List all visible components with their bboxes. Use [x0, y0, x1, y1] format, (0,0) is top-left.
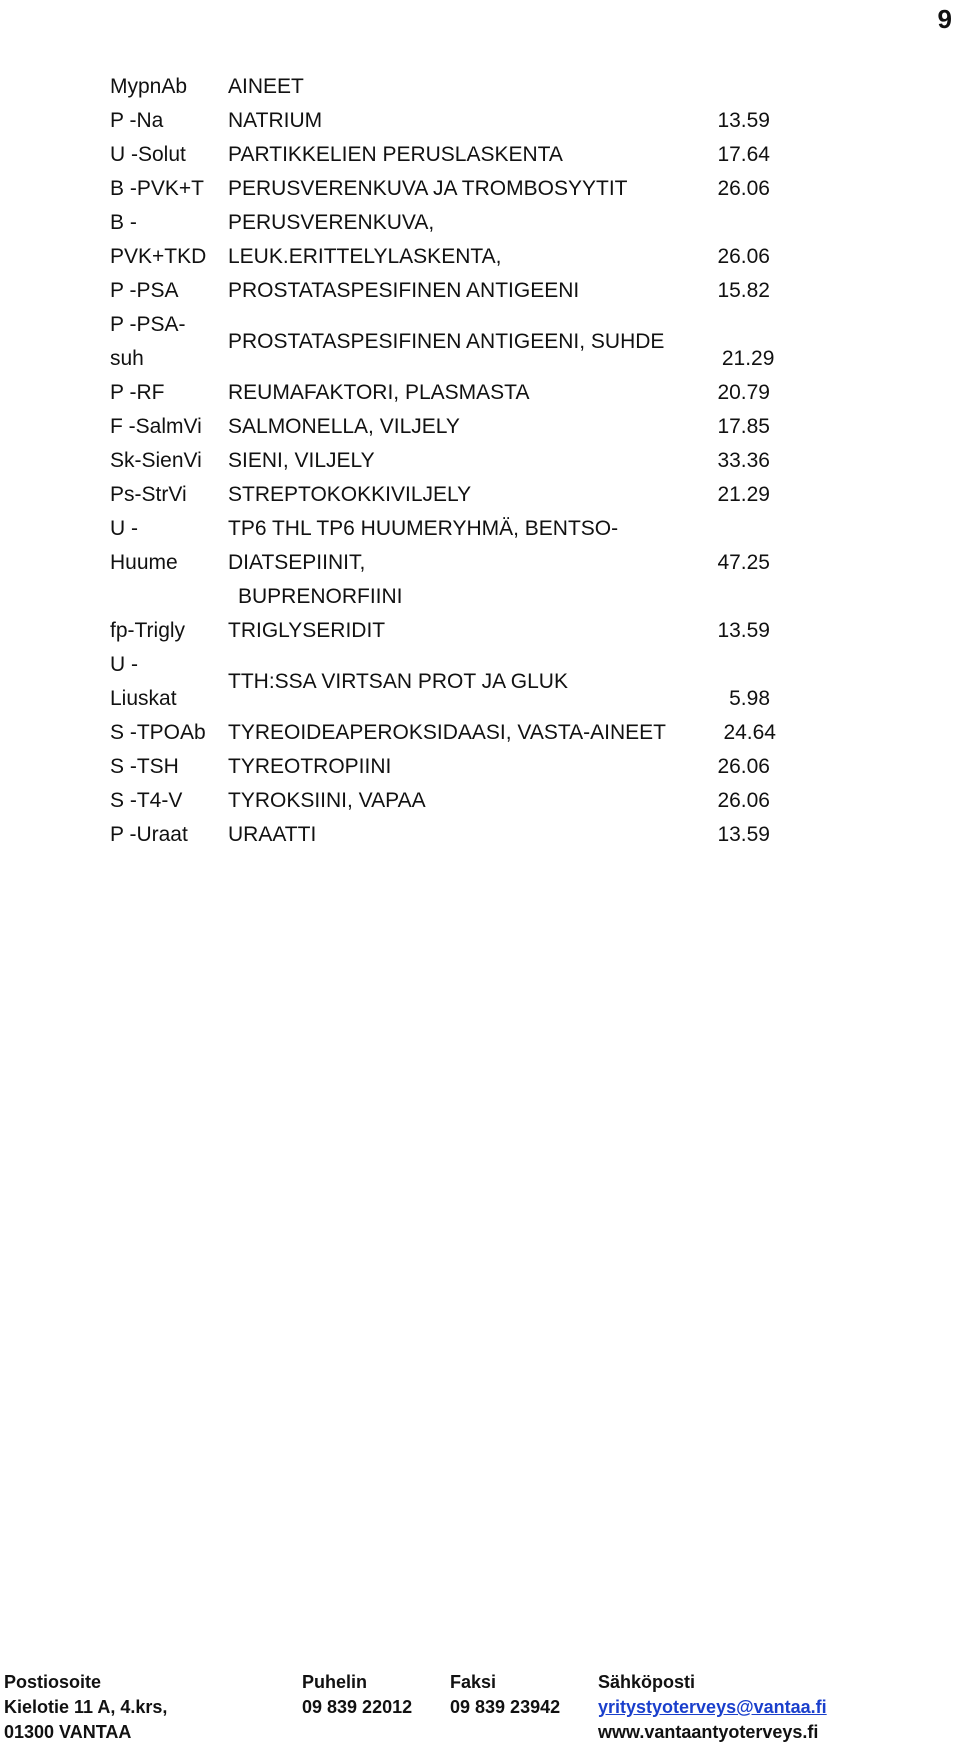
header-desc: AINEET	[228, 75, 304, 98]
price-cell	[664, 308, 774, 376]
code-line: F -SalmVi	[110, 415, 202, 438]
code-cell	[110, 206, 228, 274]
code-line: P -PSA-	[110, 313, 186, 336]
description-cell	[228, 818, 660, 852]
code-line: B -PVK+T	[110, 177, 204, 200]
price-value: 20.79	[717, 381, 770, 404]
price-value: 5.98	[729, 687, 770, 710]
price-cell	[660, 138, 770, 172]
price-cell	[660, 444, 770, 478]
description-cell	[228, 648, 660, 716]
price-cell	[660, 784, 770, 818]
address-line2: 01300 VANTAA	[4, 1722, 132, 1742]
table-row	[110, 308, 775, 376]
price-value: 21.29	[717, 483, 770, 506]
code-cell	[110, 784, 228, 818]
description-cell	[228, 512, 660, 614]
price-cell	[666, 716, 776, 750]
description-cell	[228, 274, 660, 308]
description-cell	[228, 444, 660, 478]
code-cell	[110, 274, 228, 308]
code-cell	[110, 172, 228, 206]
description-line: BUPRENORFIINI	[238, 585, 403, 608]
description-line: PERUSVERENKUVA JA TROMBOSYYTIT	[228, 177, 628, 200]
description-cell	[228, 410, 660, 444]
code-line: P -Uraat	[110, 823, 188, 846]
description-line: PERUSVERENKUVA,	[228, 211, 435, 234]
table-row	[110, 376, 770, 410]
price-value: 26.06	[717, 177, 770, 200]
code-cell	[110, 138, 228, 172]
description-cell	[228, 478, 660, 512]
description-line: NATRIUM	[228, 109, 323, 132]
footer-phone	[302, 1670, 412, 1720]
price-value: 33.36	[717, 449, 770, 472]
code-line: S -TSH	[110, 755, 179, 778]
code-line: Ps-StrVi	[110, 483, 187, 506]
code-line: B -	[110, 211, 137, 234]
email-link[interactable]: yritystyoterveys@vantaa.fi	[598, 1697, 827, 1717]
price-value: 26.06	[717, 755, 770, 778]
email-label: Sähköposti	[598, 1672, 696, 1692]
description-cell	[228, 376, 660, 410]
description-line: PROSTATASPESIFINEN ANTIGEENI, SUHDE	[228, 330, 665, 353]
code-line: Liuskat	[110, 687, 177, 710]
description-line: TYROKSIINI, VAPAA	[228, 789, 426, 812]
code-cell	[110, 750, 228, 784]
description-line: LEUK.ERITTELYLASKENTA,	[228, 245, 502, 268]
fax-label: Faksi	[450, 1672, 497, 1692]
price-cell	[660, 648, 770, 716]
code-line: U -Solut	[110, 143, 186, 166]
description-line: TYREOTROPIINI	[228, 755, 392, 778]
table-row	[110, 614, 770, 648]
code-cell	[110, 410, 228, 444]
code-line: suh	[110, 347, 144, 370]
description-cell	[228, 614, 660, 648]
description-line: SIENI, VILJELY	[228, 449, 375, 472]
table-row	[110, 478, 770, 512]
table-row	[110, 172, 770, 206]
table-row	[110, 750, 770, 784]
description-cell	[228, 104, 660, 138]
description-line: SALMONELLA, VILJELY	[228, 415, 460, 438]
code-line: S -TPOAb	[110, 721, 206, 744]
code-line: fp-Trigly	[110, 619, 186, 642]
price-value: 17.85	[717, 415, 770, 438]
footer-email	[598, 1670, 827, 1745]
code-cell	[110, 444, 228, 478]
description-cell	[228, 750, 660, 784]
description-line: REUMAFAKTORI, PLASMASTA	[228, 381, 530, 404]
table-header-row	[110, 70, 770, 104]
description-line: STREPTOKOKKIVILJELY	[228, 483, 472, 506]
web-address[interactable]: www.vantaantyoterveys.fi	[598, 1722, 819, 1742]
code-cell	[110, 376, 228, 410]
table-row	[110, 716, 776, 750]
price-value: 15.82	[717, 279, 770, 302]
price-list	[110, 70, 776, 852]
price-cell	[660, 478, 770, 512]
description-line: TTH:SSA VIRTSAN PROT JA GLUK	[228, 670, 568, 693]
table-row	[110, 206, 770, 274]
price-value: 26.06	[717, 789, 770, 812]
code-line: P -PSA	[110, 279, 179, 302]
table-row	[110, 274, 770, 308]
address-label: Postiosoite	[4, 1672, 102, 1692]
description-line: URAATTI	[228, 823, 317, 846]
code-cell	[110, 648, 228, 716]
code-cell	[110, 104, 228, 138]
price-cell	[660, 172, 770, 206]
table-row	[110, 410, 770, 444]
code-line: U -	[110, 517, 138, 540]
table-row	[110, 138, 770, 172]
price-cell	[660, 274, 770, 308]
fax-value: 09 839 23942	[450, 1697, 561, 1717]
price-value: 17.64	[717, 143, 770, 166]
table-row	[110, 104, 770, 138]
price-cell	[660, 376, 770, 410]
code-cell	[110, 478, 228, 512]
price-cell	[660, 104, 770, 138]
price-cell	[660, 410, 770, 444]
phone-label: Puhelin	[302, 1672, 368, 1692]
description-cell	[228, 138, 660, 172]
price-value: 13.59	[717, 619, 770, 642]
table-row	[110, 512, 770, 614]
footer-address	[4, 1670, 167, 1745]
header-code: MypnAb	[110, 75, 188, 98]
description-cell	[228, 716, 666, 750]
code-line: P -RF	[110, 381, 165, 404]
page-number: 9	[937, 4, 952, 34]
price-value: 13.59	[717, 109, 770, 132]
phone-value: 09 839 22012	[302, 1697, 413, 1717]
description-cell	[228, 308, 664, 376]
description-line: TRIGLYSERIDIT	[228, 619, 386, 642]
price-value: 24.64	[723, 721, 776, 744]
price-value: 47.25	[717, 551, 770, 574]
table-row	[110, 444, 770, 478]
code-line: P -Na	[110, 109, 164, 132]
description-line: PROSTATASPESIFINEN ANTIGEENI	[228, 279, 580, 302]
address-line1: Kielotie 11 A, 4.krs,	[4, 1697, 168, 1717]
price-cell	[660, 512, 770, 614]
footer-fax	[450, 1670, 560, 1720]
table-row	[110, 648, 770, 716]
description-line: TYREOIDEAPEROKSIDAASI, VASTA-AINEET	[228, 721, 666, 744]
code-cell	[110, 716, 228, 750]
code-cell	[110, 614, 228, 648]
price-value: 13.59	[717, 823, 770, 846]
price-value: 26.06	[717, 245, 770, 268]
description-line: PARTIKKELIEN PERUSLASKENTA	[228, 143, 563, 166]
description-line: DIATSEPIINIT,	[228, 551, 366, 574]
price-cell	[660, 206, 770, 274]
price-cell	[660, 614, 770, 648]
price-cell	[660, 818, 770, 852]
description-line: TP6 THL TP6 HUUMERYHMÄ, BENTSO-	[228, 517, 619, 540]
code-line: U -	[110, 653, 138, 676]
table-body	[110, 104, 776, 852]
description-cell	[228, 784, 660, 818]
description-cell	[228, 206, 660, 274]
code-cell	[110, 818, 228, 852]
code-cell	[110, 512, 228, 614]
code-line: S -T4-V	[110, 789, 183, 812]
price-cell	[660, 750, 770, 784]
code-cell	[110, 308, 228, 376]
table-row	[110, 784, 770, 818]
code-line: Sk-SienVi	[110, 449, 202, 472]
price-value: 21.29	[721, 347, 775, 370]
description-cell	[228, 172, 660, 206]
code-line: Huume	[110, 551, 178, 574]
table-row	[110, 818, 770, 852]
code-line: PVK+TKD	[110, 245, 207, 268]
